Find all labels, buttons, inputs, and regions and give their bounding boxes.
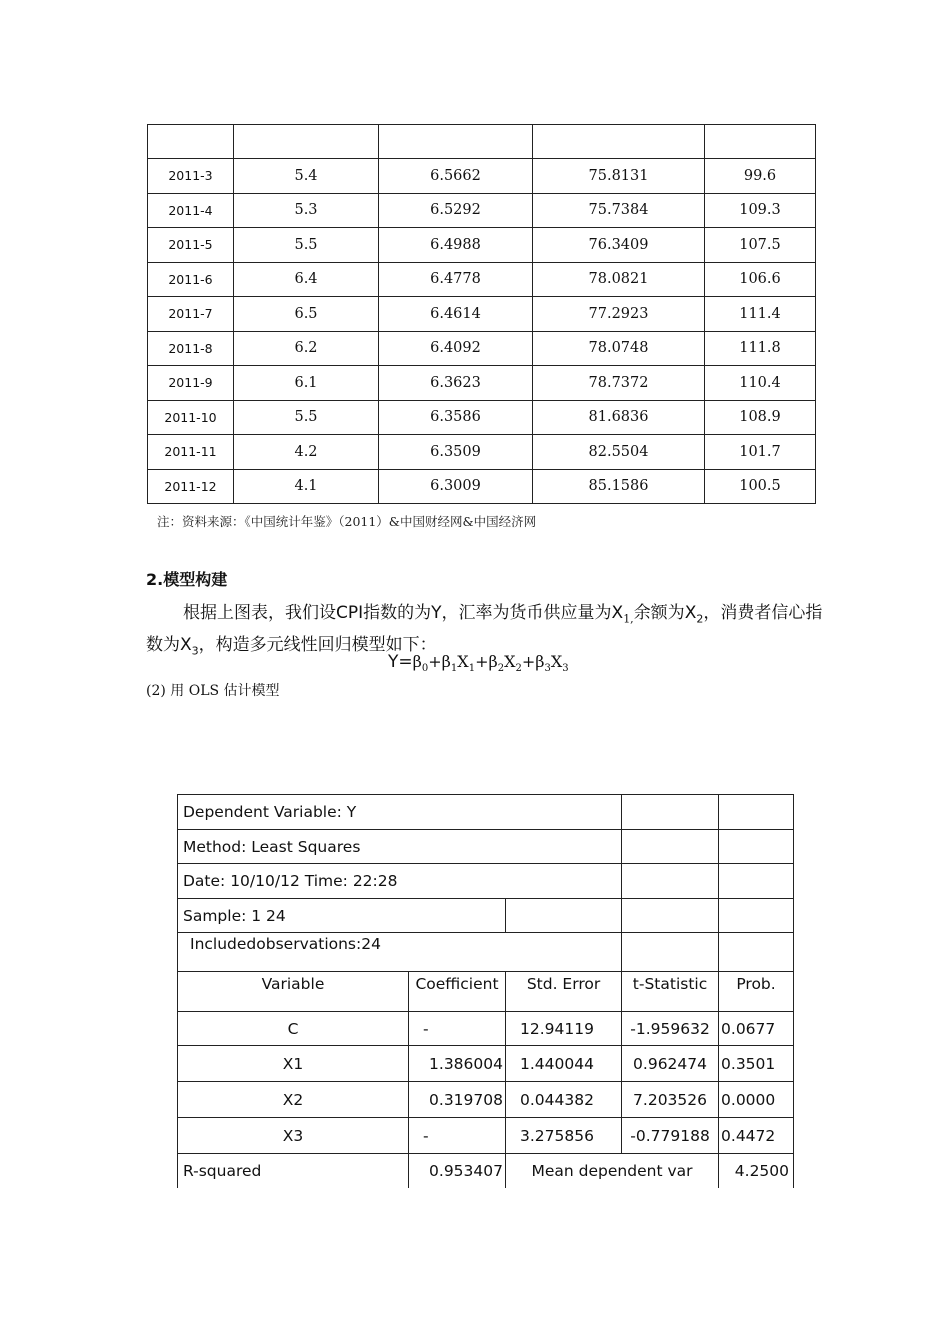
value-cell: 106.6	[705, 262, 816, 297]
empty-cell	[622, 795, 719, 830]
section-title: 2.模型构建	[146, 570, 228, 589]
value-cell: 6.3009	[379, 469, 533, 504]
meta-row	[178, 933, 794, 972]
value-cell: 107.5	[705, 228, 816, 263]
para-text: ，构造多元线性回归模型如下：	[198, 635, 437, 656]
header-coefficient: Coefficient	[409, 972, 506, 1012]
table-row	[148, 366, 816, 401]
header-t-statistic: t-Statistic	[622, 972, 719, 1012]
header-std-error: Std. Error	[506, 972, 622, 1012]
formula-beta0-sub: 0	[421, 663, 429, 675]
formula-beta2-sub: 2	[497, 663, 505, 675]
empty-cell	[622, 899, 719, 933]
header-cell	[234, 125, 379, 159]
header-cell	[379, 125, 533, 159]
value-cell: 75.8131	[533, 159, 705, 194]
t-statistic-value: 7.203526	[622, 1082, 719, 1118]
month-cell: 2011-12	[148, 469, 234, 504]
empty-cell	[622, 933, 719, 972]
data-table-body	[148, 125, 816, 504]
prob-value: 0.3501	[719, 1046, 794, 1082]
value-cell: 110.4	[705, 366, 816, 401]
coefficient-value: -	[409, 1012, 506, 1046]
meta-row	[178, 830, 794, 864]
month-cell: 2011-8	[148, 331, 234, 366]
coefficient-value: 1.386004	[409, 1046, 506, 1082]
para-text: ，消费者信心指数为	[146, 603, 823, 656]
date-time: Date: 10/10/12 Time: 22:28	[178, 864, 622, 899]
para-x3-sub: 3	[191, 644, 199, 658]
std-error-value: 12.94119	[506, 1012, 622, 1046]
value-cell: 77.2923	[533, 297, 705, 332]
para-text: ，汇率为货币供应量为	[441, 603, 612, 623]
month-cell: 2011-11	[148, 435, 234, 470]
table-row	[148, 228, 816, 263]
r-squared-value: 0.953407	[409, 1154, 506, 1188]
para-x2: X	[684, 603, 697, 623]
coefficient-value: 0.319708	[409, 1082, 506, 1118]
value-cell: 109.3	[705, 193, 816, 228]
sample: Sample: 1 24	[178, 899, 506, 933]
value-cell: 108.9	[705, 400, 816, 435]
para-text: 根据上图表，我们设	[183, 603, 336, 623]
value-cell: 6.1	[234, 366, 379, 401]
t-statistic-value: 0.962474	[622, 1046, 719, 1082]
variable-name: C	[178, 1012, 409, 1046]
value-cell: 76.3409	[533, 228, 705, 263]
month-cell: 2011-7	[148, 297, 234, 332]
month-cell: 2011-9	[148, 366, 234, 401]
r-squared-row	[178, 1154, 794, 1188]
value-cell: 6.4988	[379, 228, 533, 263]
formula-x3: X	[550, 652, 563, 671]
para-cpi: CPI	[336, 603, 364, 623]
std-error-value: 1.440044	[506, 1046, 622, 1082]
value-cell: 5.5	[234, 228, 379, 263]
formula-lhs: Y=	[388, 652, 413, 672]
value-cell: 6.4778	[379, 262, 533, 297]
value-cell: 6.2	[234, 331, 379, 366]
r-squared-label: R-squared	[178, 1154, 409, 1188]
t-statistic-value: -1.959632	[622, 1012, 719, 1046]
value-cell: 78.0748	[533, 331, 705, 366]
meta-row	[178, 864, 794, 899]
prob-value: 0.4472	[719, 1118, 794, 1154]
formula-plus: +	[475, 652, 489, 671]
value-cell: 111.8	[705, 331, 816, 366]
header-cell	[148, 125, 234, 159]
para-x1-sub: 1,	[623, 612, 634, 626]
value-cell: 111.4	[705, 297, 816, 332]
meta-row	[178, 899, 794, 933]
table-row	[148, 331, 816, 366]
header-variable: Variable	[178, 972, 409, 1012]
value-cell: 6.3623	[379, 366, 533, 401]
value-cell: 6.3586	[379, 400, 533, 435]
regression-table	[177, 794, 794, 1188]
para-x1: X	[611, 603, 624, 623]
header-cell	[533, 125, 705, 159]
coefficient-row	[178, 1082, 794, 1118]
coefficient-row	[178, 1012, 794, 1046]
t-statistic-value: -0.779188	[622, 1118, 719, 1154]
value-cell: 81.6836	[533, 400, 705, 435]
formula-x2-sub: 2	[515, 663, 522, 675]
formula-beta0: β	[412, 652, 422, 671]
header-cell	[705, 125, 816, 159]
value-cell: 4.1	[234, 469, 379, 504]
meta-row	[178, 795, 794, 830]
coefficient-value: -	[409, 1118, 506, 1154]
empty-cell	[622, 830, 719, 864]
table-row	[148, 159, 816, 194]
value-cell: 6.5	[234, 297, 379, 332]
formula-x1: X	[457, 652, 469, 671]
month-cell: 2011-10	[148, 400, 234, 435]
value-cell: 75.7384	[533, 193, 705, 228]
formula-beta1-sub: 1	[450, 663, 458, 675]
value-cell: 78.7372	[533, 366, 705, 401]
variable-name: X1	[178, 1046, 409, 1082]
std-error-value: 3.275856	[506, 1118, 622, 1154]
empty-cell	[506, 899, 622, 933]
table-header-row	[148, 125, 816, 159]
empty-cell	[719, 795, 794, 830]
mean-dependent-value: 4.2500	[719, 1154, 794, 1188]
value-cell: 6.4092	[379, 331, 533, 366]
formula-beta2: β	[488, 652, 498, 671]
value-cell: 101.7	[705, 435, 816, 470]
empty-cell	[719, 864, 794, 899]
formula-beta3-sub: 3	[544, 663, 551, 675]
month-cell: 2011-6	[148, 262, 234, 297]
value-cell: 5.3	[234, 193, 379, 228]
value-cell: 100.5	[705, 469, 816, 504]
para-y: Y	[431, 603, 442, 623]
prob-value: 0.0000	[719, 1082, 794, 1118]
table-row	[148, 400, 816, 435]
table-row	[148, 297, 816, 332]
regression-formula	[388, 652, 569, 674]
para-text: 指数的为	[363, 603, 432, 623]
empty-cell	[719, 933, 794, 972]
value-cell: 99.6	[705, 159, 816, 194]
para-x2-sub: 2	[696, 612, 704, 626]
table-row	[148, 469, 816, 504]
table-row	[148, 193, 816, 228]
formula-beta3: β	[535, 652, 545, 671]
para-text: 余额为	[633, 603, 685, 623]
table-row	[148, 435, 816, 470]
column-header-row	[178, 972, 794, 1012]
value-cell: 6.4614	[379, 297, 533, 332]
prob-value: 0.0677	[719, 1012, 794, 1046]
regression-table-body	[178, 795, 794, 1188]
value-cell: 6.3509	[379, 435, 533, 470]
std-error-value: 0.044382	[506, 1082, 622, 1118]
dependent-variable: Dependent Variable: Y	[178, 795, 622, 830]
data-table	[147, 124, 816, 504]
value-cell: 85.1586	[533, 469, 705, 504]
value-cell: 4.2	[234, 435, 379, 470]
formula-x2: X	[504, 652, 516, 671]
empty-cell	[719, 830, 794, 864]
method: Method: Least Squares	[178, 830, 622, 864]
source-note: 注：资料来源：《中国统计年鉴》（2011）&中国财经网&中国经济网	[157, 514, 537, 529]
month-cell: 2011-5	[148, 228, 234, 263]
value-cell: 5.5	[234, 400, 379, 435]
table-row	[148, 262, 816, 297]
value-cell: 6.4	[234, 262, 379, 297]
coefficient-row	[178, 1118, 794, 1154]
month-cell: 2011-4	[148, 193, 234, 228]
value-cell: 6.5662	[379, 159, 533, 194]
variable-name: X2	[178, 1082, 409, 1118]
para-x3: X	[180, 635, 192, 656]
ols-step-label: (2) 用 OLS 估计模型	[146, 683, 280, 699]
mean-dependent-label: Mean dependent var	[506, 1154, 719, 1188]
value-cell: 5.4	[234, 159, 379, 194]
value-cell: 6.5292	[379, 193, 533, 228]
formula-plus: +	[521, 652, 536, 671]
empty-cell	[622, 864, 719, 899]
formula-x1-sub: 1	[468, 663, 476, 675]
variable-name: X3	[178, 1118, 409, 1154]
coefficient-row	[178, 1046, 794, 1082]
formula-x3-sub: 3	[562, 663, 569, 675]
formula-plus: +	[428, 652, 442, 671]
formula-beta1: β	[441, 652, 451, 671]
included-observations: Includedobservations:24	[178, 933, 622, 972]
value-cell: 82.5504	[533, 435, 705, 470]
month-cell: 2011-3	[148, 159, 234, 194]
empty-cell	[719, 899, 794, 933]
value-cell: 78.0821	[533, 262, 705, 297]
header-prob: Prob.	[719, 972, 794, 1012]
